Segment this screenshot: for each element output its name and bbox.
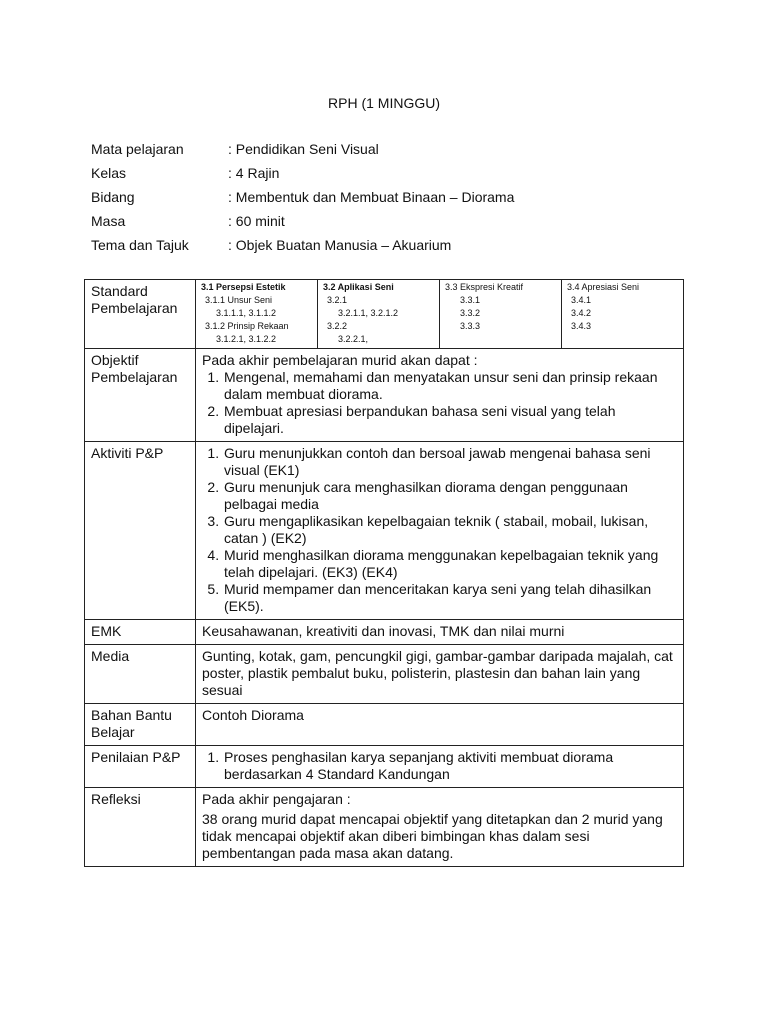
row-objektif: [85, 349, 684, 442]
row-label: Objektif Pembelajaran: [85, 349, 196, 442]
standard-code: 3.1.1 Unsur Seni: [205, 295, 273, 305]
standard-column: [317, 280, 439, 348]
penilaian-cell: [196, 746, 684, 788]
info-block: [91, 140, 514, 260]
list-item: 1. Guru menunjukkan contoh dan bersoal jawab mengenai bahasa seni visual (EK1): [223, 445, 677, 479]
info-label: Bidang: [91, 189, 135, 205]
standard-heading: 3.1 Persepsi Estetik: [201, 282, 286, 292]
list-item: 1. Proses penghasilan karya sepanjang aktiviti membuat diorama berdasarkan 4 Standard Kandungan: [223, 749, 677, 783]
row-penilaian: [85, 746, 684, 788]
row-refleksi: [85, 788, 684, 867]
row-label: Media: [85, 645, 196, 704]
info-row-kelas: [91, 164, 514, 188]
aktiviti-list: [202, 445, 677, 615]
row-standard: [85, 280, 684, 349]
row-label: Refleksi: [85, 788, 196, 867]
standard-code: 3.3.2: [460, 308, 481, 318]
objektif-intro: Pada akhir pembelajaran murid akan dapat :: [202, 352, 478, 368]
emk-text: Keusahawanan, kreativiti dan inovasi, TMK dan nilai murni: [196, 620, 684, 645]
standard-grid: [196, 280, 683, 348]
aktiviti-cell: [196, 442, 684, 620]
refleksi-cell: [196, 788, 684, 867]
standard-column: [196, 280, 317, 348]
standard-code: 3.2.2.1,: [338, 334, 369, 344]
row-aktiviti: [85, 442, 684, 620]
standard-code: 3.3.3: [460, 321, 481, 331]
standard-code: 3.3.1: [460, 295, 481, 305]
info-row-bidang: [91, 188, 514, 212]
standard-heading: 3.3 Ekspresi Kreatif: [445, 282, 524, 292]
info-label: Kelas: [91, 165, 127, 181]
info-label: Masa: [91, 213, 126, 229]
standard-heading: 3.4 Apresiasi Seni: [567, 282, 640, 292]
info-value: : Membentuk dan Membuat Binaan – Diorama: [228, 189, 515, 205]
list-item: 2. Guru menunjuk cara menghasilkan diorama dengan penggunaan pelbagai media: [223, 479, 677, 513]
standard-code: 3.4.3: [571, 321, 592, 331]
list-item: 2. Membuat apresiasi berpandukan bahasa seni visual yang telah dipelajari.: [223, 403, 677, 437]
list-item: 5. Murid mempamer dan menceritakan karya seni yang telah dihasilkan (EK5).: [223, 581, 677, 615]
standard-code: 3.2.2: [327, 321, 348, 331]
refleksi-text: 38 orang murid dapat mencapai objektif yang ditetapkan dan 2 murid yang tidak mencapai objektif akan diberi bimbingan khas dalam sesi pembentangan pada masa akan datang.: [202, 811, 663, 861]
standard-code: 3.2.1: [327, 295, 348, 305]
row-label: EMK: [85, 620, 196, 645]
info-value: : 4 Rajin: [228, 165, 280, 181]
row-emk: [85, 620, 684, 645]
objektif-list: [202, 369, 677, 437]
objektif-cell: [196, 349, 684, 442]
info-label: Mata pelajaran: [91, 141, 184, 157]
row-label: Bahan Bantu Belajar: [85, 704, 196, 746]
standard-code: 3.2.1.1, 3.2.1.2: [338, 308, 399, 318]
info-label: Tema dan Tajuk: [91, 237, 189, 253]
standard-code: 3.4.1: [571, 295, 592, 305]
refleksi-intro: Pada akhir pengajaran :: [202, 791, 351, 807]
info-row-tema: [91, 236, 514, 260]
standard-code: 3.1.2.1, 3.1.2.2: [216, 334, 277, 344]
standard-column: [561, 280, 683, 348]
list-item: 1. Mengenal, memahami dan menyatakan unsur seni dan prinsip rekaan dalam membuat diorama.: [223, 369, 677, 403]
standard-heading: 3.2 Aplikasi Seni: [323, 282, 394, 292]
media-text: Gunting, kotak, gam, pencungkil gigi, gambar-gambar daripada majalah, cat poster, plastik pembalut buku, polisterin, plastesin dan bahan lain yang sesuai: [196, 645, 684, 704]
row-label: Aktiviti P&P: [85, 442, 196, 620]
standard-cell: [196, 280, 684, 349]
info-value: : 60 minit: [228, 213, 285, 229]
bahan-text: Contoh Diorama: [196, 704, 684, 746]
penilaian-list: [202, 749, 677, 783]
row-media: [85, 645, 684, 704]
row-label: Standard Pembelajaran: [85, 280, 196, 349]
row-bahan: [85, 704, 684, 746]
list-item: 4. Murid menghasilkan diorama menggunakan kepelbagaian teknik yang telah dipelajari. (EK3) (EK4): [223, 547, 677, 581]
standard-column: [439, 280, 561, 348]
standard-code: 3.1.1.1, 3.1.1.2: [216, 308, 277, 318]
info-value: : Objek Buatan Manusia – Akuarium: [228, 237, 452, 253]
info-row-masa: [91, 212, 514, 236]
standard-code: 3.1.2 Prinsip Rekaan: [205, 321, 289, 331]
row-label: Penilaian P&P: [85, 746, 196, 788]
info-row-mata-pelajaran: [91, 140, 514, 164]
standard-code: 3.4.2: [571, 308, 592, 318]
info-value: : Pendidikan Seni Visual: [228, 141, 379, 157]
list-item: 3. Guru mengaplikasikan kepelbagaian teknik ( stabail, mobail, lukisan, catan ) (EK2): [223, 513, 677, 547]
document-title: RPH (1 MINGGU): [328, 95, 440, 111]
rph-table: [84, 279, 684, 867]
